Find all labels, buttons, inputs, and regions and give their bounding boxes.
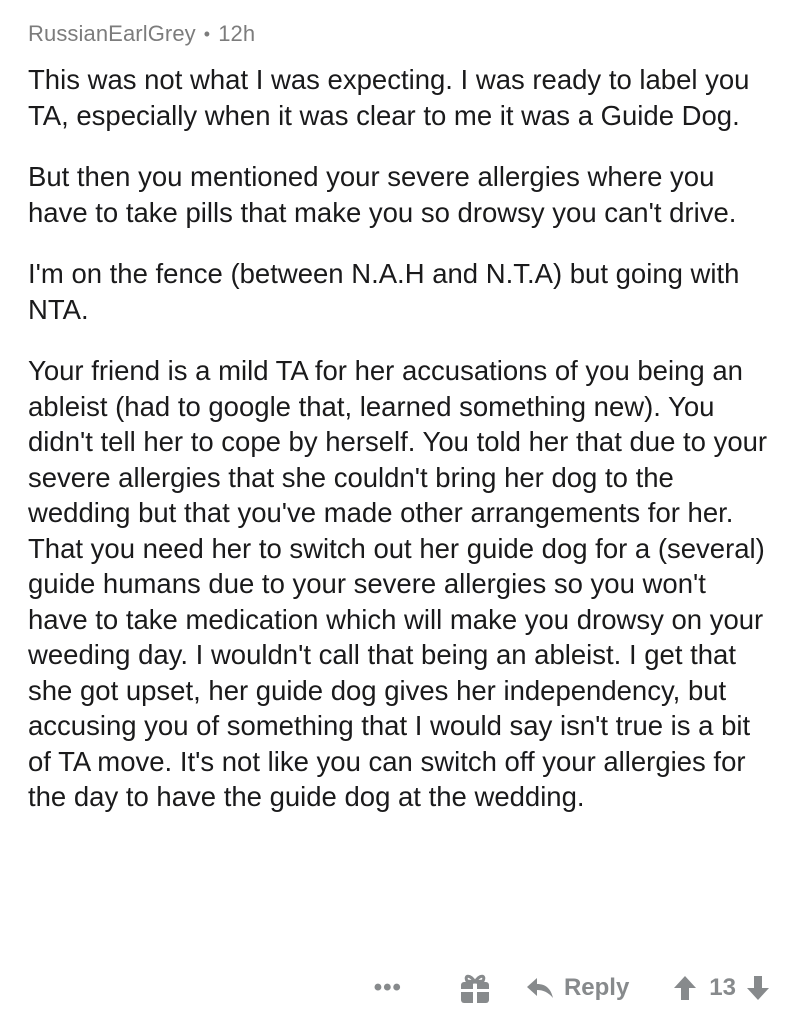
vote-score: 13 [709, 974, 736, 1001]
meta-separator: • [203, 23, 211, 44]
comment-paragraph: Your friend is a mild TA for her accusations of you being an ableist (had to google that, learned something new). You didn't tell her to cope by herself. You told her that due to your severe allergies that she couldn't bring her dog to the wedding but that you've made other arrangements for her. That you need her to switch out her guide dog for a (several) guide humans due to your severe allergies so you won't have to take medication which will make you drowsy on your weeding day. I wouldn't call that being an ableist. I get that she got upset, her guide dog gives her independency, but accusing you of something that I would say isn't true is a bit of TA move. It's not like you can switch off your allergies for the day to have the guide dog at the wedding. [28, 355, 768, 812]
vote-controls [673, 974, 770, 1002]
comment-paragraph: I'm on the fence (between N.A.H and N.T.A) but going with NTA. [28, 258, 740, 325]
author-name[interactable]: RussianEarlGrey [28, 21, 196, 46]
upvote-arrow-icon[interactable] [673, 975, 697, 1001]
downvote-arrow-icon[interactable] [746, 975, 770, 1001]
gift-icon [458, 971, 492, 1005]
award-button[interactable] [458, 971, 492, 1005]
more-options-button[interactable]: ••• [373, 974, 402, 1001]
comment-paragraph: This was not what I was expecting. I was ready to label you TA, especially when it was clear to me it was a Guide Dog. [28, 64, 750, 131]
comment-body [28, 62, 772, 815]
comment-actions [0, 966, 800, 1010]
comment-time: 12h [218, 21, 256, 46]
reply-arrow-icon [526, 976, 554, 1000]
reply-button[interactable] [526, 974, 629, 1002]
comment-paragraph: But then you mentioned your severe allergies where you have to take pills that make you so drowsy you can't drive. [28, 161, 737, 228]
reply-label: Reply [563, 974, 630, 1001]
comment-meta [28, 16, 772, 52]
